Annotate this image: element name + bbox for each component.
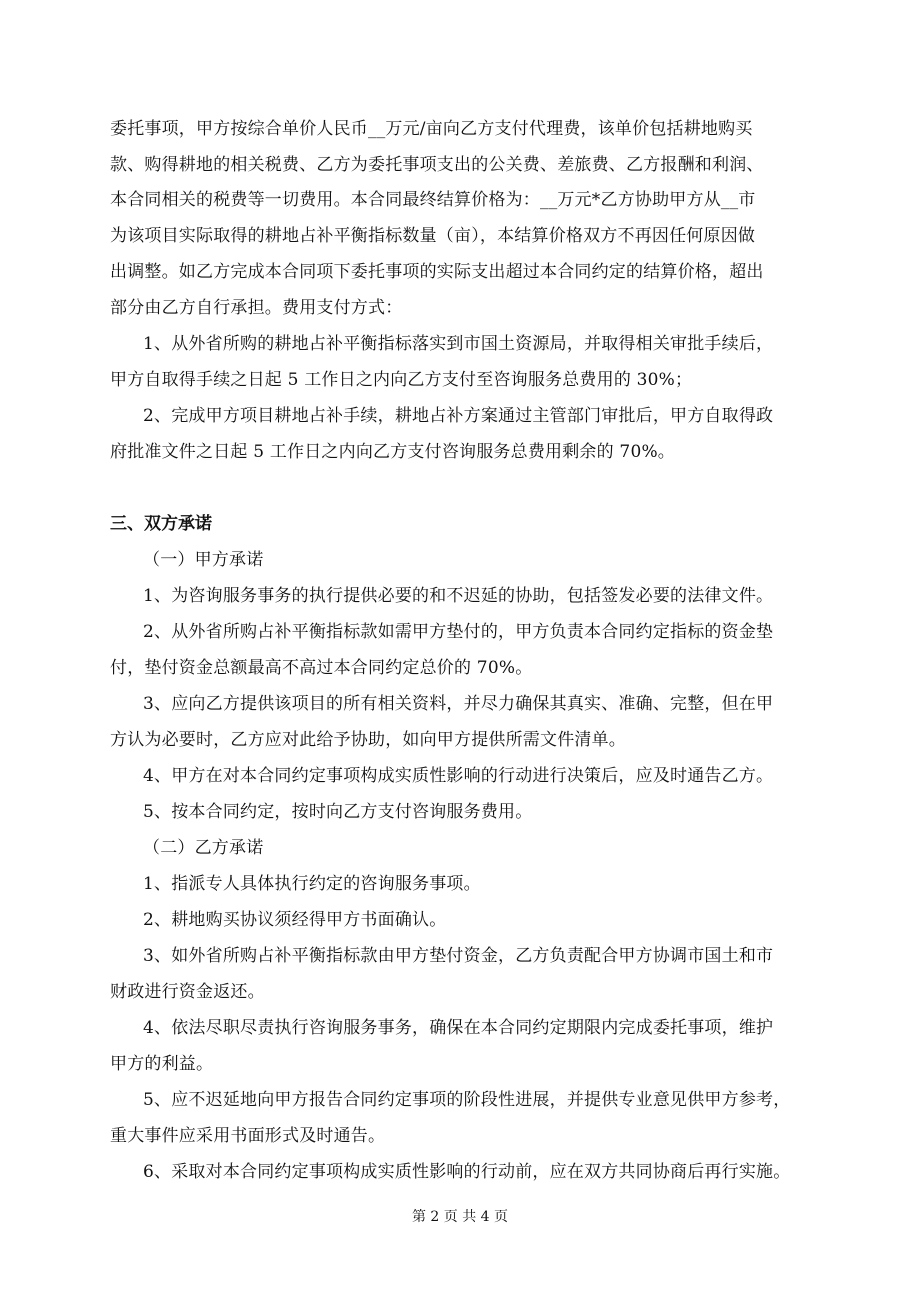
paragraph-line: 委托事项，甲方按综合单价人民币__万元/亩向乙方支付代理费，该单价包括耕地购买 xyxy=(110,119,753,139)
paragraph-line: 款、购得耕地的相关税费、乙方为委托事项支出的公关费、差旅费、乙方报酬和利润、 xyxy=(110,155,764,175)
list-item: 5、按本合同约定，按时向乙方支付咨询服务费用。 xyxy=(143,802,533,822)
paragraph-line: 出调整。如乙方完成本合同项下委托事项的实际支出超过本合同约定的结算价格，超出 xyxy=(110,262,764,282)
payment-item-1: 1、从外省所购的耕地占补平衡指标落实到市国土资源局，并取得相关审批手续后， xyxy=(143,334,774,354)
list-item: 1、为咨询服务事务的执行提供必要的和不迟延的协助，包括签发必要的法律文件。 xyxy=(143,586,774,606)
list-item: 2、从外省所购占补平衡指标款如需甲方垫付的，甲方负责本合同约定指标的资金垫 xyxy=(143,622,774,642)
paragraph-line: 方认为必要时，乙方应对此给予协助，如向甲方提供所需文件清单。 xyxy=(110,730,626,750)
page-footer: 第 2 页 共 4 页 xyxy=(411,1209,509,1225)
paragraph-line: 本合同相关的税费等一切费用。本合同最终结算价格为：__万元*乙方协助甲方从__市 xyxy=(110,190,756,210)
list-item: 3、如外省所购占补平衡指标款由甲方垫付资金，乙方负责配合甲方协调市国土和市 xyxy=(143,946,774,966)
paragraph-line: 财政进行资金返还。 xyxy=(110,982,265,1002)
list-item: 2、耕地购买协议须经得甲方书面确认。 xyxy=(143,910,447,930)
paragraph-line: 甲方的利益。 xyxy=(110,1054,214,1074)
list-item: 5、应不迟延地向甲方报告合同约定事项的阶段性进展，并提供专业意见供甲方参考， xyxy=(143,1090,791,1110)
paragraph-line: 付，垫付资金总额最高不高过本合同约定总价的 70%。 xyxy=(110,658,533,678)
list-item: 4、依法尽职尽责执行咨询服务事务，确保在本合同约定期限内完成委托事项，维护 xyxy=(143,1018,774,1038)
list-item: 1、指派专人具体执行约定的咨询服务事项。 xyxy=(143,874,481,894)
paragraph-line: 府批准文件之日起 5 工作日之内向乙方支付咨询服务总费用剩余的 70%。 xyxy=(110,442,676,462)
list-item: 6、采取对本合同约定事项构成实质性影响的行动前，应在双方共同协商后再行实施。 xyxy=(143,1162,791,1182)
paragraph-line: 重大事件应采用书面形式及时通告。 xyxy=(110,1126,386,1146)
paragraph-line: 为该项目实际取得的耕地占补平衡指标数量（亩），本结算价格双方不再因任何原因做 xyxy=(110,226,756,246)
paragraph-line: 部分由乙方自行承担。费用支付方式： xyxy=(110,298,403,318)
paragraph-line: 甲方自取得手续之日起 5 工作日之内向乙方支付至咨询服务总费用的 30%； xyxy=(110,370,693,390)
subsection-heading-party-a: （一）甲方承诺 xyxy=(143,550,264,570)
list-item: 4、甲方在对本合同约定事项构成实质性影响的行动进行决策后，应及时通告乙方。 xyxy=(143,766,774,786)
subsection-heading-party-b: （二）乙方承诺 xyxy=(143,838,264,858)
payment-item-2: 2、完成甲方项目耕地占补手续，耕地占补方案通过主管部门审批后，甲方自取得政 xyxy=(143,406,774,426)
list-item: 3、应向乙方提供该项目的所有相关资料，并尽力确保其真实、准确、完整，但在甲 xyxy=(143,694,774,714)
section-heading: 三、双方承诺 xyxy=(110,514,212,534)
